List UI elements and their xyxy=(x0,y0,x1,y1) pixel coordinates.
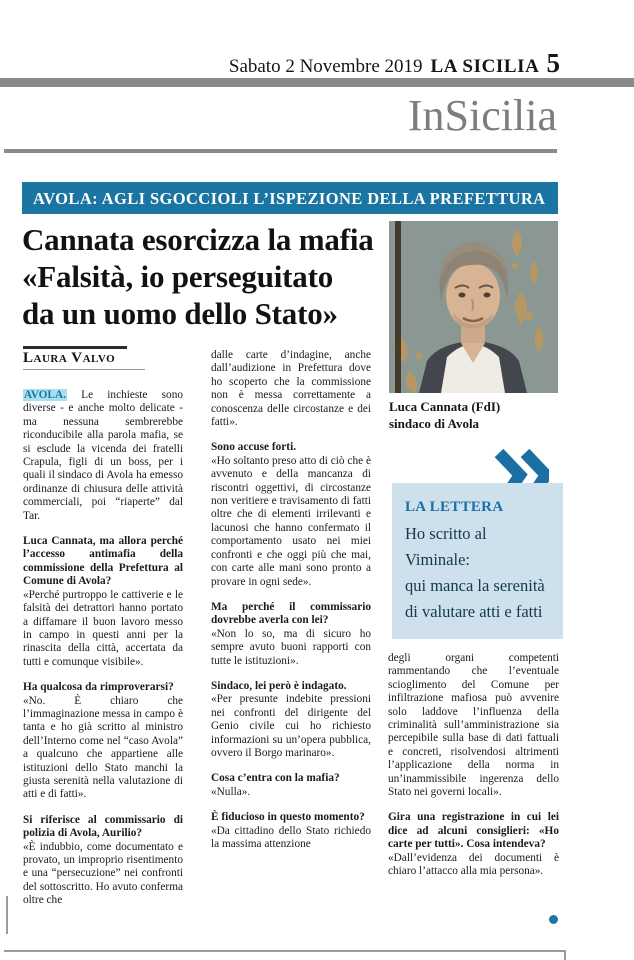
headline xyxy=(22,221,374,332)
section-divider xyxy=(4,149,557,153)
pull-quote-box xyxy=(392,483,563,639)
author-name: Laura Valvo xyxy=(23,350,116,366)
header-divider xyxy=(0,78,634,87)
portrait-photo-illustration xyxy=(389,221,558,393)
date-text: Sabato 2 Novembre 2019 xyxy=(228,56,423,77)
page-number: 5 xyxy=(546,48,560,78)
section-title: InSicilia xyxy=(407,91,557,140)
article-paragraph: dalle carte d’indagine, anche dall’audizione in Prefettura dove ho scoperto che la commissione non è messa correttamente a conoscenza delle circostanze e dei fatti». xyxy=(211,349,371,429)
article-paragraph: «È indubbio, come documentato e provato, un improprio risentimento e una “persecuzione” nei confronti del sottoscritto. Ho avuto conferma oltre che xyxy=(23,840,183,907)
article-paragraph: «Dall’evidenza dei documenti è chiaro l’attacco alla mia persona». xyxy=(388,851,559,878)
interview-question: Gira una registrazione in cui lei dice ad alcuni consiglieri: «Ho carte per tutti». Cosa intendeva? xyxy=(388,811,559,851)
article-paragraph: «Per presunte indebite pressioni nei confronti del dirigente del Genio civile cui ho richiesto informazioni su un’opera pubblica, ovvero il Borgo marinaro». xyxy=(211,693,371,759)
pull-quote-line: di valutare atti e fatti xyxy=(405,602,543,621)
adjacent-box-edge xyxy=(6,896,8,934)
bottom-box-border xyxy=(4,950,566,952)
article-column-1 xyxy=(23,389,183,908)
byline xyxy=(23,346,145,370)
article-column-3 xyxy=(388,652,559,879)
pull-quote-label: LA LETTERA xyxy=(405,499,504,515)
interview-question: Sono accuse forti. xyxy=(211,441,297,454)
byline-rule xyxy=(23,346,127,349)
headline-line: da un uomo dello Stato» xyxy=(22,296,338,331)
interview-question: Luca Cannata, ma allora perché l’accesso antimafia della commissione della Prefettura al Comune di Avola? xyxy=(23,535,183,588)
interview-question: Si riferisce al commissario di polizia di Avola, Aurilio? xyxy=(23,813,183,840)
interview-question: È fiducioso in questo momento? xyxy=(211,811,365,824)
headline-line: «Falsità, io perseguitato xyxy=(22,259,333,294)
article-paragraph: «Nulla». xyxy=(211,785,251,798)
article-paragraph: AVOLA. Le inchieste sono diverse - e anche molto delicate - ma nessuna sembrerebbe riconducibile alla parola mafia, se si esclude la vicenda dei fratelli Crapula, figli di un boss, per i quali il sindaco di Avola ha emesso ordinanze di chiusura delle attività commerciali, poi “riaperte” dal Tar. xyxy=(23,389,183,522)
interview-question: Cosa c’entra con la mafia? xyxy=(211,772,340,785)
article-paragraph: «Da cittadino dello Stato richiedo la massima attenzione xyxy=(211,824,371,850)
article-photo xyxy=(389,221,558,393)
interview-question: Ma perché il commissario dovrebbe averla con lei? xyxy=(211,600,371,627)
article-paragraph: «Non lo so, ma di sicuro ho sempre avuto buoni rapporti con tutte le istituzioni». xyxy=(211,627,371,667)
photo-caption xyxy=(389,399,500,432)
pull-quote-line: qui manca la serenità xyxy=(405,576,545,595)
interview-question: Ha qualcosa da rimproverarsi? xyxy=(23,681,174,694)
caption-line: sindaco di Avola xyxy=(389,415,480,431)
headline-line: Cannata esorcizza la mafia xyxy=(22,222,374,257)
masthead: LA SICILIA xyxy=(430,56,540,77)
byline-rule xyxy=(23,369,145,370)
article-paragraph: «No. È chiaro che l’immaginazione messa in campo è tanta e ho già scritto al ministro dell’Interno come nel “caso Avola” a qualcuno che appartiene alle istituzioni dello Stato manchi la giusta serenità nella valutazione di atti e di fatti». xyxy=(23,694,183,801)
dateline xyxy=(0,48,560,79)
article-paragraph: «Perché purtroppo le cattiverie e le falsità dei detrattori hanno portato a diffamare il buon lavoro messo in campo in questi anni per la rinascita della città, accertata da tutti e comunque visibile». xyxy=(23,588,183,668)
article-paragraph: degli organi competenti rammentando che l’eventuale scioglimento del Comune per infiltrazione mafiosa può avvenire solo laddove l’influenza della criminalità sull’amministrazione sia percepibile sulla base di dati fattuali e concreti, risolvendosi altrimenti l’applicazione della norma in un’inammissibile ingerenza dello Stato nei governi locali». xyxy=(388,652,559,799)
article-end-mark xyxy=(549,915,558,924)
article-paragraph: «Ho soltanto preso atto di ciò che è avvenuto e della mancanza di riscontri oggettivi, di circostanze non veritiere e travisamento di fatti oltre che di elementi irrilevanti e lacunosi che hanno confermato il comportamento usato nei miei confronti e che oggi più che mai, con carte alle mani sono pronto a provare in ogni sede». xyxy=(211,454,371,588)
kicker-bar: AVOLA: AGLI SGOCCIOLI L’ISPEZIONE DELLA PREFETTURA xyxy=(22,182,558,214)
interview-question: Sindaco, lei però è indagato. xyxy=(211,679,347,692)
article-column-2 xyxy=(211,349,371,851)
location-highlight: AVOLA. xyxy=(24,389,66,401)
bottom-box-border xyxy=(564,950,566,960)
pull-quote-line: Ho scritto al Viminale: xyxy=(405,524,487,569)
caption-line: Luca Cannata (FdI) xyxy=(389,399,501,414)
